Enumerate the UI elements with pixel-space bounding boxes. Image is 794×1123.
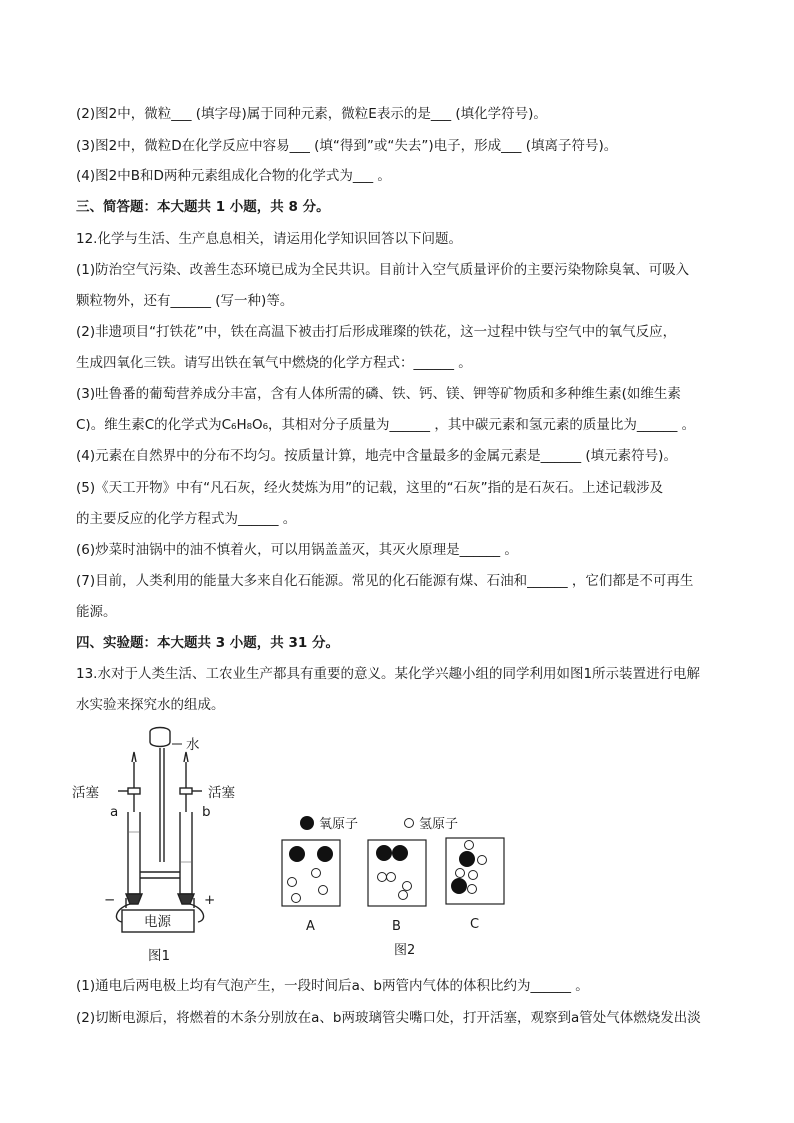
figure-2-caption: 图2 xyxy=(394,943,416,958)
hydrogen-legend-label: 氢原子 xyxy=(419,817,459,832)
question-12-3-cont: C)。维生素C的化学式为C₆H₈O₆，其相对分子质量为______ ，其中碳元素和氢元素的质量比为______ 。 xyxy=(76,417,696,433)
question-13-stem: 13.水对于人类生活、工农业生产都具有重要的意义。某化学兴趣小组的同学利用如图1所示装置进行电解 xyxy=(76,666,701,682)
water-label: 水 xyxy=(186,737,200,753)
question-11-3: (3)图2中，微粒D在化学反应中容易___ (填“得到”或“失去”)电子，形成___ (填离子符号)。 xyxy=(76,138,618,154)
question-12-5: (5)《天工开物》中有“凡石灰，经火焚炼为用”的记载，这里的“石灰”指的是石灰石。上述记载涉及 xyxy=(76,480,664,496)
power-supply-label: 电源 xyxy=(144,914,171,930)
box-c-label: C xyxy=(470,917,480,932)
model-box-b xyxy=(368,840,426,906)
question-12-7: (7)目前，人类利用的能量大多来自化石能源。常见的化石能源有煤、石油和______ ，它们都是不可再生 xyxy=(76,573,694,589)
section-heading-4: 四、实验题：本大题共 3 小题，共 31 分。 xyxy=(76,635,339,651)
valve-left-label: 活塞 xyxy=(72,785,99,801)
figure-1-electrolysis-apparatus xyxy=(66,722,236,972)
figure-1-caption: 图1 xyxy=(148,948,171,964)
section-heading-3: 三、简答题：本大题共 1 小题，共 8 分。 xyxy=(76,199,330,215)
question-12-3: (3)吐鲁番的葡萄营养成分丰富，含有人体所需的磷、铁、钙、镁、钾等矿物质和多种维生素(如维生素 xyxy=(76,386,681,402)
model-box-c xyxy=(446,838,504,904)
positive-terminal-label: + xyxy=(204,892,216,908)
question-11-2: (2)图2中，微粒___ (填字母)属于同种元素，微粒E表示的是___ (填化学符号)。 xyxy=(76,106,547,122)
question-13-stem-cont: 水实验来探究水的组成。 xyxy=(76,697,225,713)
box-a-label: A xyxy=(306,919,315,934)
oxygen-atom-legend-icon xyxy=(300,816,314,830)
hydrogen-atom-legend-icon xyxy=(405,819,414,828)
question-13-2: (2)切断电源后，将燃着的木条分别放在a、b两玻璃管尖嘴口处，打开活塞，观察到a管处气体燃烧发出淡 xyxy=(76,1010,701,1026)
question-12-stem: 12.化学与生活、生产息息相关，请运用化学知识回答以下问题。 xyxy=(76,231,462,247)
question-12-1: (1)防治空气污染、改善生态环境已成为全民共识。目前计入空气质量评价的主要污染物除臭氧、可吸入 xyxy=(76,262,690,278)
question-13-1: (1)通电后两电极上均有气泡产生，一段时间后a、b两管内气体的体积比约为______ 。 xyxy=(76,978,589,994)
question-12-1-cont: 颗粒物外，还有______ (写一种)等。 xyxy=(76,293,294,309)
question-11-4: (4)图2中B和D两种元素组成化合物的化学式为___ 。 xyxy=(76,168,391,184)
tube-b-label: b xyxy=(202,804,211,820)
oxygen-legend-label: 氧原子 xyxy=(319,817,359,832)
tube-a-label: a xyxy=(110,804,119,820)
negative-terminal-label: − xyxy=(104,892,116,908)
question-12-2: (2)非遗项目“打铁花”中，铁在高温下被击打后形成璀璨的铁花，这一过程中铁与空气中的氧气反应， xyxy=(76,324,677,340)
question-12-5-cont: 的主要反应的化学方程式为______ 。 xyxy=(76,511,297,527)
question-12-4: (4)元素在自然界中的分布不均匀。按质量计算，地壳中含量最多的金属元素是______ (填元素符号)。 xyxy=(76,448,677,464)
question-12-7-cont: 能源。 xyxy=(76,604,117,620)
figure-2-particle-models xyxy=(270,806,520,966)
question-12-2-cont: 生成四氧化三铁。请写出铁在氧气中燃烧的化学方程式：______ 。 xyxy=(76,355,472,371)
valve-right-label: 活塞 xyxy=(208,785,235,801)
question-12-6: (6)炒菜时油锅中的油不慎着火，可以用锅盖盖灭，其灭火原理是______ 。 xyxy=(76,542,518,558)
box-b-label: B xyxy=(392,919,401,934)
model-box-a xyxy=(282,840,340,906)
